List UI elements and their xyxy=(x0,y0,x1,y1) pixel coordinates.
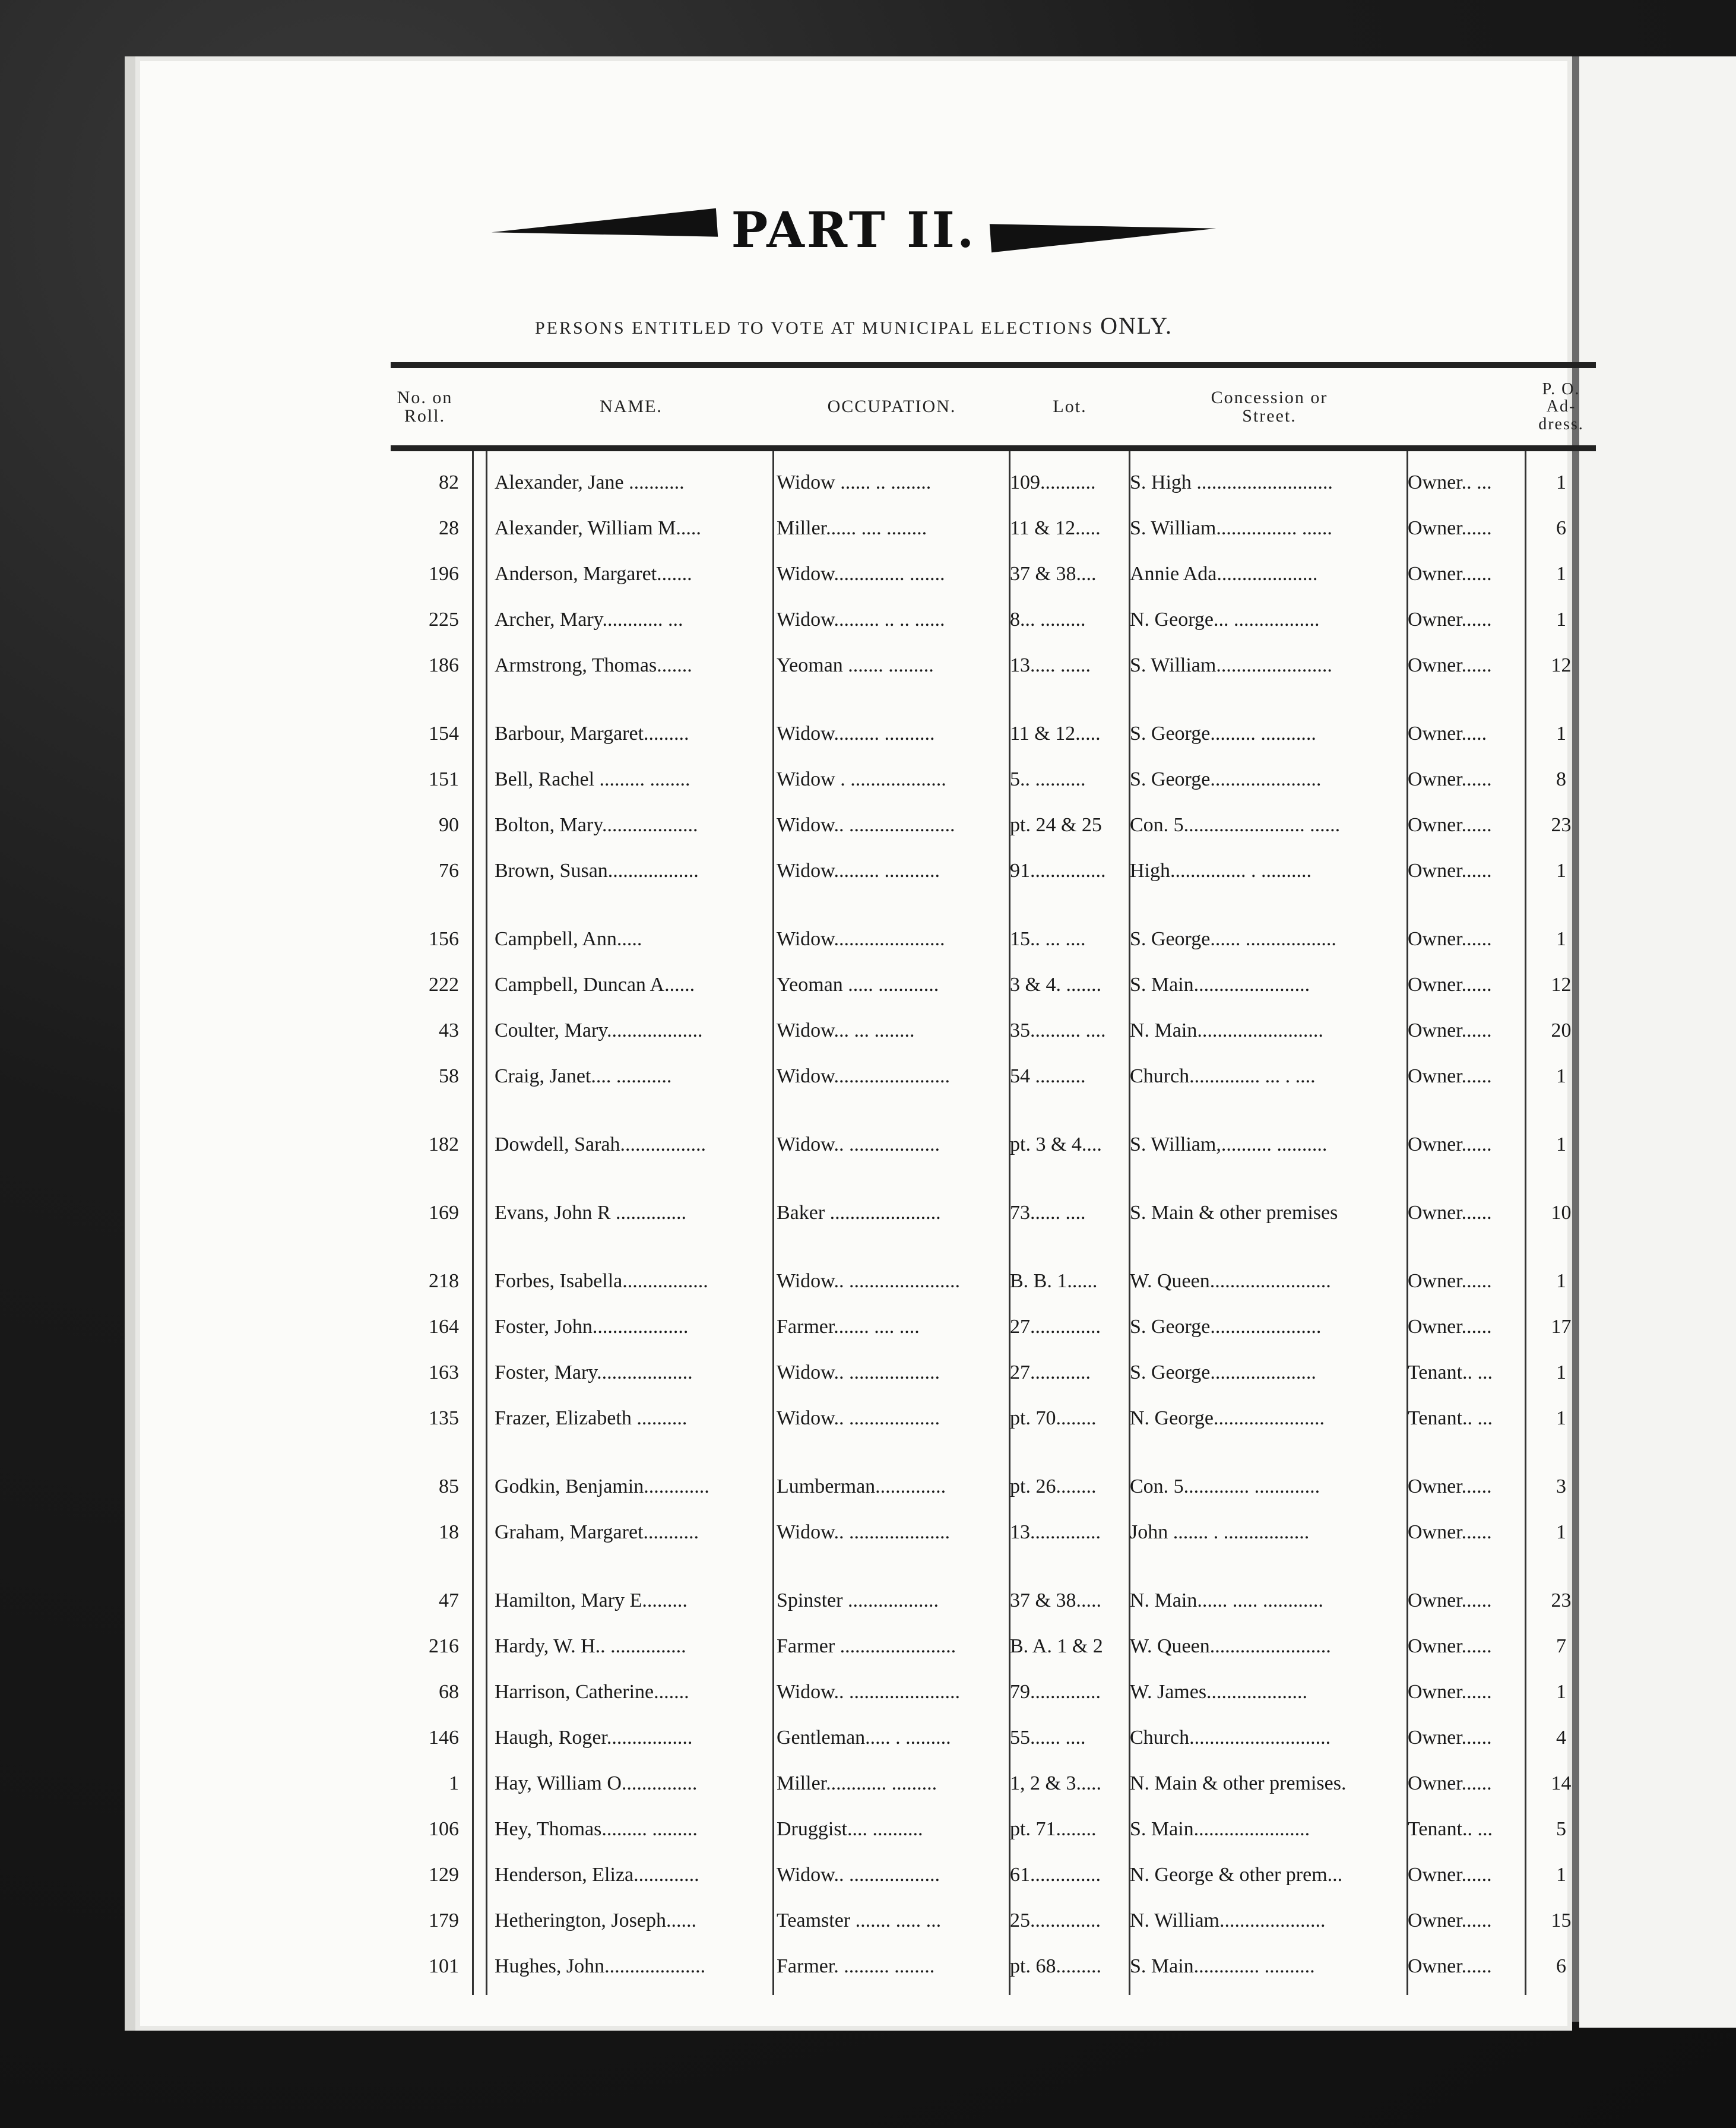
cell-occupation: Teamster ....... ..... ... xyxy=(777,1910,942,1931)
table-row xyxy=(391,1947,1596,1990)
cell-lot: 27............ xyxy=(1010,1361,1091,1383)
cell-owner: Owner...... xyxy=(1408,1133,1492,1155)
table-row xyxy=(391,1011,1596,1054)
table-row xyxy=(391,1855,1596,1898)
cell-concession: S. Main............. .......... xyxy=(1130,1955,1315,1977)
cell-name: Hetherington, Joseph...... xyxy=(495,1910,696,1931)
cell-po: 15 xyxy=(1551,1910,1572,1931)
cell-lot: B. B. 1...... xyxy=(1010,1270,1098,1292)
cell-concession: N. George & other prem... xyxy=(1130,1864,1343,1886)
cell-lot: 37 & 38.... xyxy=(1010,563,1097,585)
table-row xyxy=(391,600,1596,643)
cell-concession: S. William....................... xyxy=(1130,654,1332,676)
cell-no: 196 xyxy=(429,563,459,585)
cell-occupation: Widow......... ........... xyxy=(777,860,940,882)
cell-owner: Owner...... xyxy=(1408,517,1492,539)
cell-occupation: Widow.. .................... xyxy=(777,1521,951,1543)
cell-no: 43 xyxy=(439,1019,459,1041)
cell-concession: S. George..................... xyxy=(1130,1361,1316,1383)
cell-owner: Owner...... xyxy=(1408,1727,1492,1749)
table-row xyxy=(391,1513,1596,1556)
cell-name: Harrison, Catherine....... xyxy=(495,1681,689,1703)
table-row xyxy=(391,1399,1596,1442)
cell-po: 1 xyxy=(1556,471,1566,493)
cell-occupation: Widow.. .................. xyxy=(777,1407,940,1429)
top-rule xyxy=(391,362,1596,368)
cell-name: Haugh, Roger................. xyxy=(495,1727,693,1749)
cell-no: 218 xyxy=(429,1270,459,1292)
cell-owner: Owner...... xyxy=(1408,928,1492,950)
cell-name: Frazer, Elizabeth .......... xyxy=(495,1407,688,1429)
table-row xyxy=(391,1262,1596,1304)
cell-occupation: Widow.. .................. xyxy=(777,1361,940,1383)
cell-concession: S. George......... ........... xyxy=(1130,723,1316,745)
cell-lot: pt. 70........ xyxy=(1010,1407,1097,1429)
cell-po: 1 xyxy=(1556,1864,1566,1886)
cell-po: 1 xyxy=(1556,1133,1566,1155)
cell-concession: S. William,.......... .......... xyxy=(1130,1133,1328,1155)
page-subtitle xyxy=(135,312,1572,340)
cell-occupation: Widow.. ..................... xyxy=(777,814,955,836)
cell-owner: Owner...... xyxy=(1408,1475,1492,1497)
cell-po: 23 xyxy=(1551,1589,1572,1611)
cell-concession: N. Main & other premises. xyxy=(1130,1772,1347,1794)
cell-occupation: Widow ...... .. ........ xyxy=(777,471,932,493)
cell-po: 23 xyxy=(1551,814,1572,836)
cell-owner: Owner...... xyxy=(1408,1202,1492,1224)
adjacent-page xyxy=(1579,56,1736,2028)
cell-po: 8 xyxy=(1556,768,1566,790)
cell-lot: 3 & 4. ....... xyxy=(1010,974,1101,996)
cell-owner: Owner...... xyxy=(1408,1589,1492,1611)
cell-no: 163 xyxy=(429,1361,459,1383)
cell-concession: S. High ........................... xyxy=(1130,471,1333,493)
cell-lot: 8... ......... xyxy=(1010,609,1086,631)
cell-concession: N. William..................... xyxy=(1130,1910,1326,1931)
cell-no: 82 xyxy=(439,471,459,493)
table-row xyxy=(391,646,1596,689)
cell-name: Hamilton, Mary E......... xyxy=(495,1589,688,1611)
table-row xyxy=(391,1764,1596,1807)
cell-concession: S. George...................... xyxy=(1130,1316,1322,1338)
cell-name: Godkin, Benjamin............. xyxy=(495,1475,709,1497)
cell-lot: 11 & 12..... xyxy=(1010,723,1101,745)
table-row xyxy=(391,1581,1596,1624)
cell-lot: 1, 2 & 3..... xyxy=(1010,1772,1101,1794)
cell-no: 154 xyxy=(429,723,459,745)
cell-no: 90 xyxy=(439,814,459,836)
cell-name: Dowdell, Sarah................. xyxy=(495,1133,707,1155)
cell-owner: Owner...... xyxy=(1408,1910,1492,1931)
cell-po: 1 xyxy=(1556,1681,1566,1703)
cell-occupation: Farmer. ......... ........ xyxy=(777,1955,935,1977)
cell-lot: 55...... .... xyxy=(1010,1727,1086,1749)
left-arrow-ornament-icon xyxy=(490,208,717,252)
cell-po: 20 xyxy=(1551,1019,1572,1041)
cell-no: 146 xyxy=(429,1727,459,1749)
cell-name: Campbell, Ann..... xyxy=(495,928,642,950)
cell-concession: S. Main & other premises xyxy=(1130,1202,1338,1224)
cell-owner: Owner...... xyxy=(1408,654,1492,676)
cell-occupation: Lumberman.............. xyxy=(777,1475,946,1497)
cell-occupation: Miller............ ......... xyxy=(777,1772,937,1794)
table-row xyxy=(391,920,1596,962)
cell-occupation: Widow... ... ........ xyxy=(777,1019,915,1041)
cell-lot: pt. 3 & 4.... xyxy=(1010,1133,1102,1155)
cell-po: 1 xyxy=(1556,1065,1566,1087)
table-row xyxy=(391,555,1596,597)
cell-owner: Owner...... xyxy=(1408,609,1492,631)
header-rule xyxy=(391,445,1596,451)
cell-concession: W. Queen........................ xyxy=(1130,1270,1331,1292)
cell-po: 12 xyxy=(1551,654,1572,676)
cell-no: 182 xyxy=(429,1133,459,1155)
cell-concession: Church............................ xyxy=(1130,1727,1331,1749)
table-row xyxy=(391,1125,1596,1168)
table-header xyxy=(391,368,1596,445)
cell-concession: Con. 5........................ ...... xyxy=(1130,814,1341,836)
cell-lot: 73...... .... xyxy=(1010,1202,1086,1224)
cell-no: 179 xyxy=(429,1910,459,1931)
cell-owner: Owner...... xyxy=(1408,1955,1492,1977)
cell-no: 216 xyxy=(429,1635,459,1657)
cell-name: Craig, Janet.... ........... xyxy=(495,1065,672,1087)
header-po-address: P. O. Ad- dress. xyxy=(1538,379,1584,433)
cell-name: Archer, Mary............ ... xyxy=(495,609,683,631)
cell-occupation: Farmer ....................... xyxy=(777,1635,956,1657)
cell-po: 10 xyxy=(1551,1202,1572,1224)
cell-owner: Owner...... xyxy=(1408,860,1492,882)
cell-owner: Owner.. ... xyxy=(1408,471,1492,493)
cell-owner: Owner...... xyxy=(1408,1019,1492,1041)
cell-po: 5 xyxy=(1556,1818,1566,1840)
cell-occupation: Widow....................... xyxy=(777,1065,951,1087)
cell-no: 76 xyxy=(439,860,459,882)
table-row xyxy=(391,806,1596,848)
cell-occupation: Farmer....... .... .... xyxy=(777,1316,920,1338)
cell-lot: 11 & 12..... xyxy=(1010,517,1101,539)
cell-owner: Owner...... xyxy=(1408,1772,1492,1794)
cell-no: 47 xyxy=(439,1589,459,1611)
cell-concession: S. George...... .................. xyxy=(1130,928,1336,950)
table-row xyxy=(391,1901,1596,1944)
cell-po: 12 xyxy=(1551,974,1572,996)
table-row xyxy=(391,851,1596,894)
cell-concession: W. James.................... xyxy=(1130,1681,1308,1703)
cell-occupation: Spinster .................. xyxy=(777,1589,939,1611)
cell-lot: pt. 68......... xyxy=(1010,1955,1101,1977)
cell-owner: Owner...... xyxy=(1408,563,1492,585)
cell-concession: N. Main...... ..... ............ xyxy=(1130,1589,1323,1611)
cell-owner: Owner...... xyxy=(1408,1635,1492,1657)
cell-name: Evans, John R .............. xyxy=(495,1202,686,1224)
cell-name: Bell, Rachel ......... ........ xyxy=(495,768,690,790)
cell-owner: Owner...... xyxy=(1408,1065,1492,1087)
cell-po: 17 xyxy=(1551,1316,1572,1338)
table-row xyxy=(391,1193,1596,1236)
cell-concession: High............... . .......... xyxy=(1130,860,1311,882)
cell-concession: N. George... ................. xyxy=(1130,609,1320,631)
cell-no: 106 xyxy=(429,1818,459,1840)
cell-concession: W. Queen........................ xyxy=(1130,1635,1331,1657)
cell-occupation: Miller...... .... ........ xyxy=(777,517,927,539)
cell-owner: Tenant.. ... xyxy=(1408,1818,1493,1840)
table-row xyxy=(391,1353,1596,1396)
cell-name: Hey, Thomas......... ......... xyxy=(495,1818,698,1840)
subtitle-main: PERSONS ENTITLED TO VOTE AT MUNICIPAL ELECTIONS xyxy=(534,318,1094,338)
cell-occupation: Gentleman..... . ......... xyxy=(777,1727,951,1749)
cell-name: Hughes, John.................... xyxy=(495,1955,706,1977)
cell-owner: Owner...... xyxy=(1408,768,1492,790)
table-row xyxy=(391,1810,1596,1852)
cell-occupation: Yeoman ..... ............ xyxy=(777,974,939,996)
table-row xyxy=(391,965,1596,1008)
cell-no: 186 xyxy=(429,654,459,676)
table-row xyxy=(391,1718,1596,1761)
cell-occupation: Widow.............. ....... xyxy=(777,563,945,585)
header-name: NAME. xyxy=(600,397,663,417)
cell-owner: Tenant.. ... xyxy=(1408,1407,1493,1429)
cell-lot: 61.............. xyxy=(1010,1864,1101,1886)
cell-lot: pt. 26........ xyxy=(1010,1475,1097,1497)
cell-concession: S. Main....................... xyxy=(1130,974,1310,996)
cell-lot: B. A. 1 & 2 xyxy=(1010,1635,1103,1657)
cell-no: 151 xyxy=(429,768,459,790)
cell-owner: Owner...... xyxy=(1408,1681,1492,1703)
cell-lot: 25.............. xyxy=(1010,1910,1101,1931)
cell-name: Barbour, Margaret......... xyxy=(495,723,689,745)
table-row xyxy=(391,463,1596,506)
cell-po: 1 xyxy=(1556,860,1566,882)
cell-po: 1 xyxy=(1556,563,1566,585)
cell-name: Hay, William O............... xyxy=(495,1772,698,1794)
cell-po: 6 xyxy=(1556,1955,1566,1977)
cell-owner: Owner...... xyxy=(1408,1270,1492,1292)
cell-owner: Owner...... xyxy=(1408,814,1492,836)
table-row xyxy=(391,1627,1596,1670)
subtitle-only: ONLY. xyxy=(1100,312,1173,339)
cell-no: 18 xyxy=(439,1521,459,1543)
cell-lot: 35.......... .... xyxy=(1010,1019,1106,1041)
cell-no: 85 xyxy=(439,1475,459,1497)
cell-concession: N. Main......................... xyxy=(1130,1019,1323,1041)
table-row xyxy=(391,1307,1596,1350)
cell-no: 169 xyxy=(429,1202,459,1224)
cell-name: Anderson, Margaret....... xyxy=(495,563,692,585)
cell-lot: 79.............. xyxy=(1010,1681,1101,1703)
cell-no: 135 xyxy=(429,1407,459,1429)
cell-po: 1 xyxy=(1556,928,1566,950)
cell-name: Graham, Margaret........... xyxy=(495,1521,699,1543)
cell-occupation: Widow.. .................. xyxy=(777,1133,940,1155)
table-row xyxy=(391,1057,1596,1100)
cell-po: 1 xyxy=(1556,1270,1566,1292)
cell-lot: 13.............. xyxy=(1010,1521,1101,1543)
cell-lot: 13..... ...... xyxy=(1010,654,1091,676)
right-arrow-ornament-icon xyxy=(990,208,1217,252)
cell-occupation: Yeoman ....... ......... xyxy=(777,654,934,676)
cell-owner: Owner...... xyxy=(1408,1521,1492,1543)
header-owner xyxy=(1408,368,1523,445)
cell-occupation: Widow . ................... xyxy=(777,768,946,790)
cell-no: 1 xyxy=(449,1772,459,1794)
cell-occupation: Widow.. .................. xyxy=(777,1864,940,1886)
cell-lot: 5.. .......... xyxy=(1010,768,1086,790)
cell-name: Hardy, W. H.. ............... xyxy=(495,1635,686,1657)
cell-name: Brown, Susan.................. xyxy=(495,860,699,882)
cell-owner: Tenant.. ... xyxy=(1408,1361,1493,1383)
table-row xyxy=(391,1673,1596,1715)
cell-occupation: Widow.. ...................... xyxy=(777,1270,961,1292)
cell-lot: 54 .......... xyxy=(1010,1065,1086,1087)
cell-occupation: Widow......... .. .. ...... xyxy=(777,609,945,631)
cell-concession: Annie Ada.................... xyxy=(1130,563,1318,585)
cell-concession: N. George...................... xyxy=(1130,1407,1325,1429)
cell-po: 4 xyxy=(1556,1727,1566,1749)
cell-concession: John ....... . ................. xyxy=(1130,1521,1310,1543)
cell-concession: Con. 5............. ............. xyxy=(1130,1475,1320,1497)
cell-owner: Owner...... xyxy=(1408,1316,1492,1338)
cell-concession: Church.............. ... . .... xyxy=(1130,1065,1316,1087)
cell-po: 14 xyxy=(1551,1772,1572,1794)
cell-no: 101 xyxy=(429,1955,459,1977)
cell-owner: Owner...... xyxy=(1408,1864,1492,1886)
cell-occupation: Druggist.... .......... xyxy=(777,1818,923,1840)
cell-lot: pt. 71........ xyxy=(1010,1818,1097,1840)
header-concession: Concession or Street. xyxy=(1211,387,1328,426)
cell-no: 225 xyxy=(429,609,459,631)
cell-no: 58 xyxy=(439,1065,459,1087)
cell-lot: pt. 24 & 25 xyxy=(1010,814,1102,836)
cell-lot: 15.. ... .... xyxy=(1010,928,1086,950)
cell-occupation: Widow.. ...................... xyxy=(777,1681,961,1703)
cell-no: 28 xyxy=(439,517,459,539)
cell-name: Alexander, William M..... xyxy=(495,517,701,539)
cell-po: 7 xyxy=(1556,1635,1566,1657)
table-row xyxy=(391,714,1596,757)
cell-lot: 37 & 38..... xyxy=(1010,1589,1101,1611)
cell-concession: S. William................ ...... xyxy=(1130,517,1332,539)
table-row xyxy=(391,509,1596,552)
cell-no: 156 xyxy=(429,928,459,950)
cell-occupation: Widow......... .......... xyxy=(777,723,935,745)
cell-name: Campbell, Duncan A...... xyxy=(495,974,695,996)
table-row xyxy=(391,1467,1596,1510)
cell-name: Alexander, Jane ........... xyxy=(495,471,685,493)
header-lot: Lot. xyxy=(1053,397,1087,417)
cell-name: Henderson, Eliza............. xyxy=(495,1864,699,1886)
cell-owner: Owner...... xyxy=(1408,974,1492,996)
cell-name: Foster, John................... xyxy=(495,1316,689,1338)
cell-lot: 109........... xyxy=(1010,471,1096,493)
part-title: PART II. xyxy=(731,202,977,259)
cell-po: 1 xyxy=(1556,723,1566,745)
cell-lot: 27.............. xyxy=(1010,1316,1101,1338)
cell-po: 1 xyxy=(1556,1361,1566,1383)
cell-no: 164 xyxy=(429,1316,459,1338)
cell-po: 6 xyxy=(1556,517,1566,539)
header-occupation: OCCUPATION. xyxy=(827,397,956,417)
cell-no: 68 xyxy=(439,1681,459,1703)
cell-concession: S. George...................... xyxy=(1130,768,1322,790)
cell-name: Armstrong, Thomas....... xyxy=(495,654,692,676)
cell-po: 1 xyxy=(1556,1407,1566,1429)
voters-table xyxy=(391,362,1596,1995)
cell-name: Bolton, Mary................... xyxy=(495,814,698,836)
cell-name: Coulter, Mary................... xyxy=(495,1019,703,1041)
header-no-on-roll: No. on Roll. xyxy=(397,387,453,426)
cell-po: 3 xyxy=(1556,1475,1566,1497)
table-body xyxy=(391,451,1596,1995)
cell-po: 1 xyxy=(1556,1521,1566,1543)
cell-name: Foster, Mary................... xyxy=(495,1361,693,1383)
cell-no: 129 xyxy=(429,1864,459,1886)
cell-no: 222 xyxy=(429,974,459,996)
cell-occupation: Widow...................... xyxy=(777,928,945,950)
cell-lot: 91............... xyxy=(1010,860,1106,882)
cell-concession: S. Main....................... xyxy=(1130,1818,1310,1840)
cell-occupation: Baker ...................... xyxy=(777,1202,941,1224)
cell-name: Forbes, Isabella................. xyxy=(495,1270,708,1292)
cell-owner: Owner..... xyxy=(1408,723,1487,745)
cell-po: 1 xyxy=(1556,609,1566,631)
part-heading xyxy=(135,202,1572,259)
document-page xyxy=(125,56,1584,2031)
table-row xyxy=(391,760,1596,803)
